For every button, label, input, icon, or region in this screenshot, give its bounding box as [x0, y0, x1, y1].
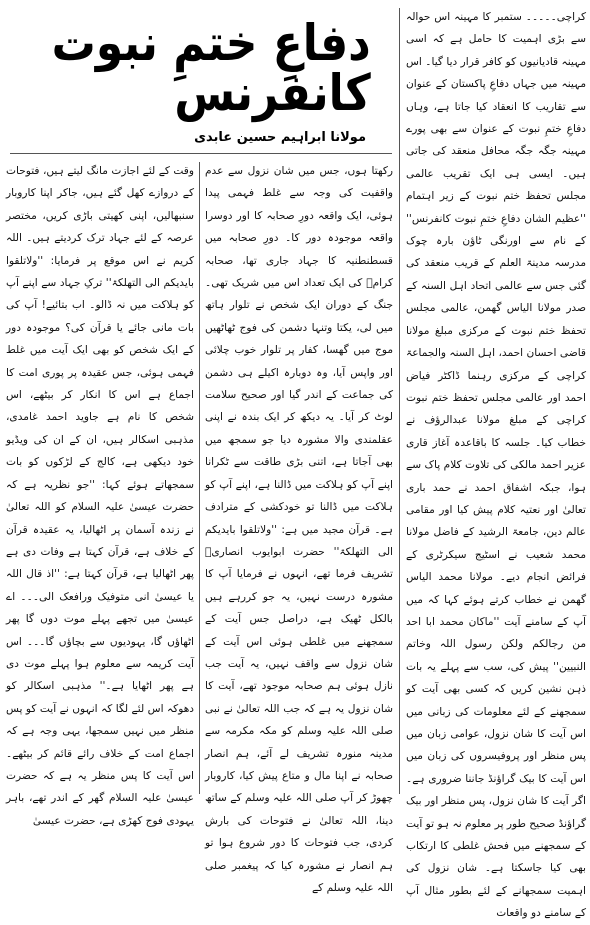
column-right-text: کراچی۔۔۔۔۔ ستمبر کا مہینہ اس حوالہ سے بڑی اہمیت کا حامل ہے کہ اسی مہینہ قادیانیوں کو کافر قرار دیا گیا۔ اس مہینہ میں جہاں دفاعِ پاکستان کے عنوان سے تقاریب کا انعقاد کیا جاتا ہے، وہاں دفاعِ ختمِ نبوت کے عنوان سے بھی پورے مہینہ جگہ جگہ محافل منعقد کی جاتی ہیں۔ ایسی ہی ایک تقریب عالمی مجلس تحفظ ختم نبوت کے زیر اہتمام ''عظیم الشان دفاعِ ختمِ نبوت کانفرنس'' کے نام سے اورنگی ٹاؤن بارہ چوک مدرسہ مدینۃ العلم کے قریب منعقد کی گئی جس سے عالمی اتحاد اہل السنہ کے صدر مولانا الیاس گھمن، عالمی مجلس تحفظ ختم نبوت کے مرکزی مبلغ مولانا قاضی احسان احمد، اہل السنہ والجماعۃ کراچی کے مرکزی رہنما ڈاکٹر فیاض احمد اور عالمی مجلس تحفظ ختم نبوت کراچی کے مبلغ مولانا عبدالرؤف نے خطاب کیا۔ جلسہ کا باقاعدہ آغاز قاری عزیر احمد مالکی کی تلاوت کلام پاک سے ہوا، جبکہ اشفاق احمد نے حمد باری تعالیٰ اور نعتیہ کلام پیش کیا اور مقامی عالم دین، جامعۃ الرشید کے فاضل مولانا محمد شعیب نے اسٹیج سیکرٹری کے فرائض انجام دیے۔ مولانا محمد الیاس گھمن نے خطاب کرتے ہوئے کہا کہ میں آپ کے سامنے آیت ''ماکان محمد ابا احد من رجالکم ولکن رسول اللہ وخاتم النبیین'' پیش کی، سب سے پہلے یہ بات ذہن نشین کریں کہ کسی بھی آیت کو سمجھنے کے لئے معلومات کی زبانی میں اس آیت کا شان نزول، عوامی زبان میں پس منظر اور پروفیسروں کی زبان میں اس آیت کا بیک گراؤنڈ جاننا ضروری ہے۔ اگر آیت کا شان نزول، پس منظر اور بیک گراؤنڈ صحیح طور پر معلوم نہ ہو تو آیت کے سمجھنے میں فحش غلطی کا ارتکاب بھی کیا جاسکتا ہے۔ شان نزول کی اہمیت سمجھانے کے لئے بطور مثال آپ کے سامنے دو واقعات: [406, 11, 586, 920]
column-rule-right: [399, 8, 400, 794]
text-column-right: [406, 6, 586, 920]
article-headline: دفاعِ ختمِ نبوت کانفرنس: [51, 14, 371, 122]
text-column-left: [6, 160, 194, 827]
column-rule-left: [199, 162, 200, 794]
article-byline: مولانا ابراہیم حسین عابدی: [194, 130, 366, 145]
column-left-text: وقت کے لئے اجازت مانگ لیتے ہیں، فتوحات کے دروازے کھل گئے ہیں، جاکر اپنا کاروبار سنبھالیں، اپنی کھیتی باڑی کریں، مختصر عرصہ کے لئے جہاد ترک کردیتے ہیں۔ اللہ کریم نے اس موقع پر فرمایا: ''ولاتلقوا بایدیکم الی التھلکۃ'' ترکِ جہاد سے اپنے آپ کو ہلاکت میں نہ ڈالو۔ اب بتائیے! آپ کی بات مانی جائے یا قرآن کی؟ موجودہ دور کے ایک شخص کو بھی ایک آیت میں غلط فہمی ہوئی، جس عقیدہ پر پوری امت کا اجماع ہے اس کا انکار کر بیٹھے، اس شخص کا نام ہے جاوید احمد غامدی، مذہبی اسکالر ہیں، ان کے ان کی ویڈیو خود دیکھی ہے، کالج کے لڑکوں کو بات سمجھاتے ہوئے کہا: ''جو نظریہ ہے کہ حضرت عیسیٰ علیہ السلام کو اللہ تعالیٰ نے زندہ آسمان پر اٹھالیا، یہ عقیدہ قرآن کے خلاف ہے، قرآن کہتا ہے وفات دی ہے پھر اٹھالیا ہے، قرآن کہتا ہے: ''اذ قال اللہ یا عیسیٰ انی متوفیک ورافعک الی۔۔۔ اے عیسیٰ میں تجھے پہلے موت دوں گا پھر اٹھاؤں گا، یہودیوں سے بچاؤں گا۔۔۔ اس آیت کریمہ سے معلوم ہوا پہلے موت دی ہے پھر اٹھایا ہے۔'' مذہبی اسکالر کو دھوکہ اس لئے لگا کہ انہوں نے آیت کو پس منظر میں نہیں سمجھا، یہی وجہ ہے کہ اجماع امت کے خلاف رائے قائم کر بیٹھے۔ اس آیت کا پس منظر یہ ہے کہ حضرت عیسیٰ علیہ السلام گھر کے اندر تھے، باہر یہودی فوج کھڑی ہے، حضرت عیسیٰ: [6, 165, 194, 827]
column-middle-text: رکھتا ہوں، جس میں شان نزول سے عدم واقفیت کی وجہ سے غلط فہمی پیدا ہوئی، ایک واقعہ دورِ صحابہ کا اور دوسرا واقعہ موجودہ دور کا۔ دورِ صحابہ میں قسطنطنیہ کا جہاد جاری تھا، صحابہ کرامؓ کی ایک تعداد اس میں شریک تھی۔ جنگ کے دوران ایک شخص نے تلوار ہاتھ میں لی، یکتا وتنہا دشمن کی فوج ٹھاٹھیں موج میں گھسا، کفار پر تلوار خوب چلائی اور واپس آیا، وہ دوبارہ اکیلے ہی دشمن کی جماعت کے اندر گیا اور صحیح سلامت لوٹ کر آیا۔ یہ دیکھ کر ایک بندہ نے اپنی عقلمندی والا مشورہ دیا جو سمجھ میں بھی آجاتا ہے، اتنی بڑی طاقت سے ٹکرانا اپنے آپ کو ہلاکت میں ڈالنا ہے، اپنے آپ کو ہلاکت میں ڈالنا تو خودکشی کے مترادف ہے۔ قرآن مجید میں ہے: ''ولاتلقوا بایدیکم الی التھلکۃ'' حضرت ابوایوب انصاریؓ تشریف فرما تھے، انہوں نے فرمایا آپ کا مشورہ درست نہیں، یہ جو کررہے ہیں بالکل ٹھیک ہے، دراصل جس آیت کے سمجھنے میں غلطی ہوئی اس آیت کے شان نزول سے واقف نہیں، یہ آیت جب نازل ہوئی ہم صحابہ موجود تھے، آیت کا شان نزول یہ ہے کہ جب اللہ تعالیٰ نے نبی صلی اللہ علیہ وسلم کو مکہ مکرمہ سے مدینہ منورہ تشریف لے آئے، ہم انصار صحابہ نے اپنا مال و متاع پیش کیا، کاروبار چھوڑ کر آپ صلی اللہ علیہ وسلم کے ساتھ دینا، اللہ تعالیٰ نے فتوحات کی بارش کردی، جب فتوحات کا دور شروع ہوا تو ہم انصار نے مشورہ کیا کہ پیغمبر صلی اللہ علیہ وسلم کے: [205, 165, 393, 894]
byline-rule: [10, 153, 392, 154]
text-column-middle: [205, 160, 393, 894]
